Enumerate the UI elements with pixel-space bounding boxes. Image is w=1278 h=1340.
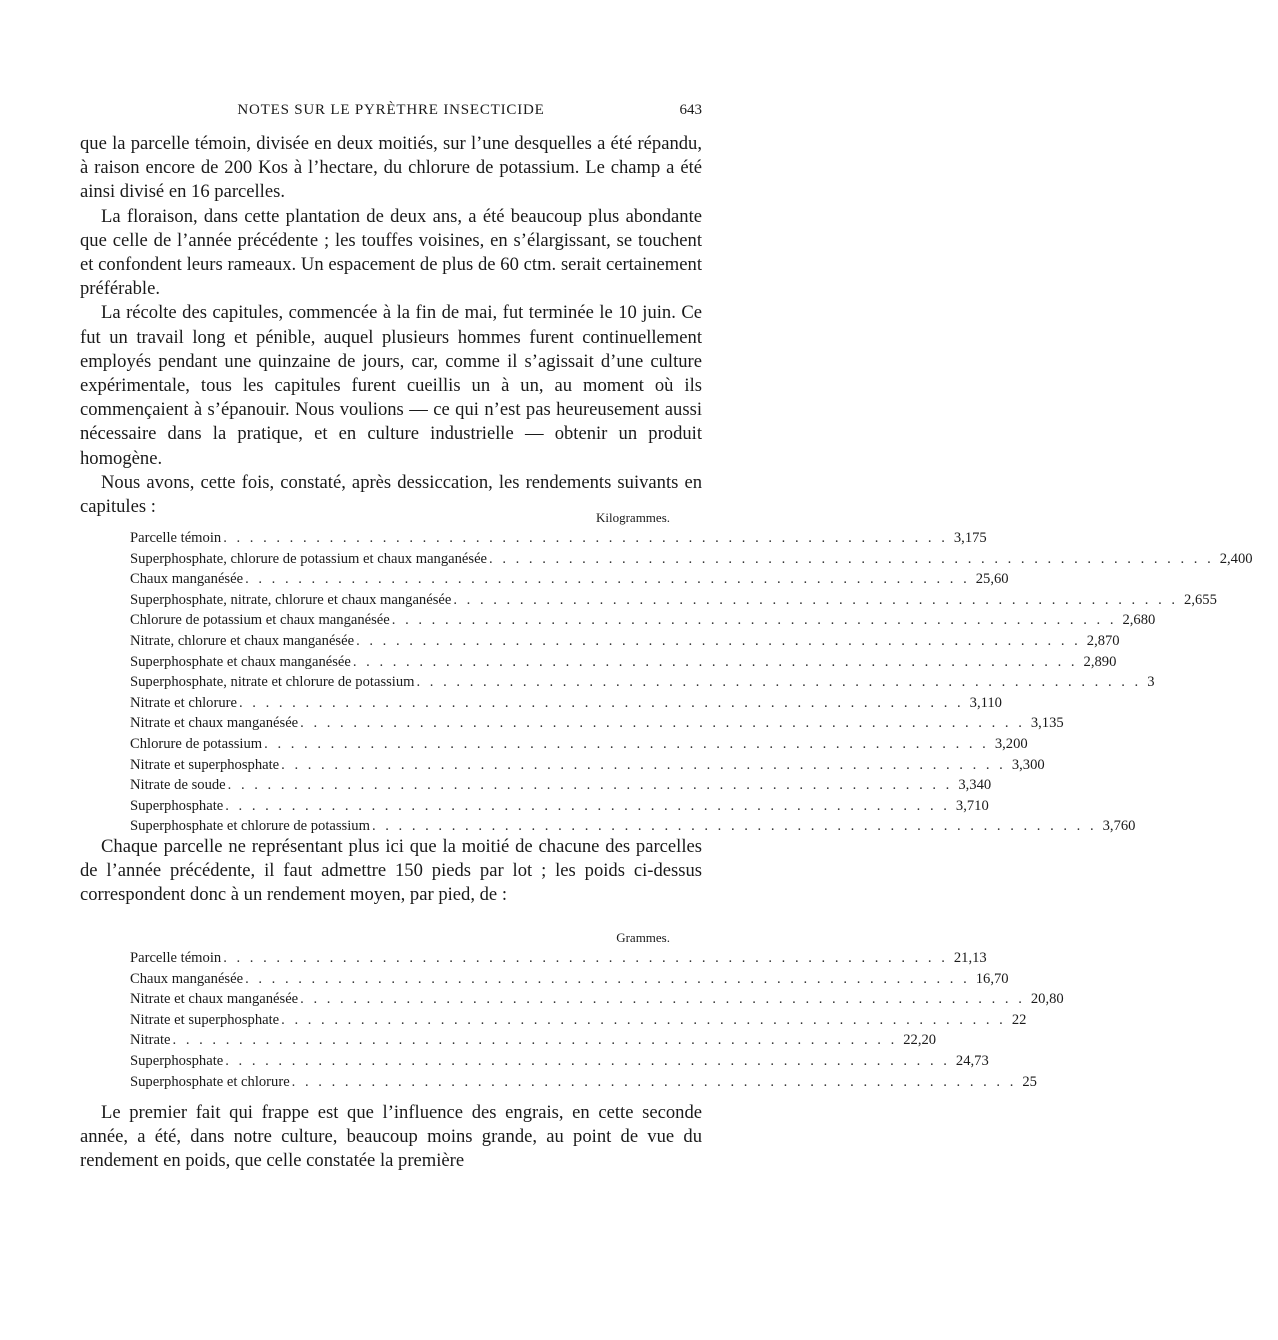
table-unit: Grammes. [616, 930, 670, 945]
dot-leader [415, 672, 1142, 693]
dot-leader [290, 1072, 1017, 1093]
table-row [130, 631, 1120, 652]
table-row [130, 734, 1028, 755]
row-label: Chlorure de potassium [130, 735, 263, 752]
dot-leader [243, 569, 970, 590]
dot-leader [262, 734, 989, 755]
row-label: Superphosphate et chlorure [130, 1073, 290, 1090]
row-label: Superphosphate, nitrate, chlorure et chaux manganésée [130, 591, 452, 608]
middle-text [80, 835, 702, 908]
dot-leader [221, 528, 948, 549]
row-value: 16,70 [975, 970, 1009, 987]
paragraph: que la parcelle témoin, divisée en deux moitiés, sur l’une desquelles a été répandu, à raison encore de 200 Kos à l’hectare, du chlorure de potassium. Le champ a été ainsi divisé en 16 parcelles. [80, 133, 702, 203]
table-row [130, 816, 1136, 837]
table-row [130, 1030, 937, 1051]
dot-leader [221, 948, 948, 969]
row-value: 25,60 [975, 571, 1009, 588]
table-row [130, 549, 1253, 570]
row-label: Superphosphate et chlorure de potassium [130, 818, 370, 835]
table-row [130, 1010, 1027, 1031]
dot-leader [223, 796, 950, 817]
row-label: Nitrate et chaux manganésée [130, 991, 299, 1008]
table-row [130, 989, 1064, 1010]
row-label: Nitrate et superphosphate [130, 756, 280, 773]
row-label: Superphosphate, nitrate et chlorure de potassium [130, 674, 415, 691]
dot-leader [279, 755, 1006, 776]
row-value: 2,890 [1083, 653, 1117, 670]
row-value: 2,680 [1122, 612, 1156, 629]
table-row [130, 796, 989, 817]
table-row [130, 1072, 1037, 1093]
row-value: 3,710 [955, 797, 989, 814]
dot-leader [370, 816, 1097, 837]
table-unit: Kilogrammes. [595, 510, 670, 525]
row-value: 3,300 [1011, 756, 1045, 773]
dot-leader [298, 713, 1025, 734]
row-label: Chlorure de potassium et chaux manganésée [130, 612, 390, 629]
row-label: Nitrate de soude [130, 777, 226, 794]
table-row [130, 528, 987, 549]
table-row [130, 693, 1002, 714]
row-label: Superphosphate [130, 1052, 224, 1069]
page-number: 643 [679, 102, 702, 118]
row-value: 2,870 [1086, 632, 1120, 649]
dot-leader [298, 989, 1025, 1010]
table-row [130, 969, 1009, 990]
row-value: 3,135 [1030, 715, 1064, 732]
dot-leader [451, 590, 1178, 611]
dot-leader [243, 969, 970, 990]
per-plant-table [130, 928, 1064, 1092]
paragraph: Chaque parcelle ne représentant plus ici que la moitié de chacune des parcelles de l’année précédente, il faut admettre 150 pieds par lot ; les poids ci-dessus correspondent donc à un rendement moyen, par pied, de : [80, 836, 702, 906]
row-value: 22 [1011, 1011, 1027, 1028]
yield-table [130, 508, 1253, 837]
table-row [130, 569, 1009, 590]
paragraph: Le premier fait qui frappe est que l’influence des engrais, en cette seconde année, a été, dans notre culture, beaucoup moins grande, au point de vue du rendement en poids, que celle constatée la première [80, 1102, 702, 1172]
table-row [130, 590, 1217, 611]
row-value: 24,73 [955, 1052, 989, 1069]
table-row [130, 713, 1064, 734]
table-row [130, 755, 1045, 776]
table-row [130, 610, 1156, 631]
table-row [130, 948, 987, 969]
dot-leader [223, 1051, 950, 1072]
row-value: 22,20 [903, 1032, 937, 1049]
closing-text [80, 1101, 702, 1174]
row-value: 25 [1022, 1073, 1037, 1090]
row-label: Nitrate [130, 1032, 171, 1049]
row-value: 3 [1147, 674, 1155, 691]
row-label: Superphosphate [130, 797, 224, 814]
row-label: Chaux manganésée [130, 970, 244, 987]
row-value: 3,175 [953, 530, 987, 546]
row-label: Superphosphate et chaux manganésée [130, 653, 351, 670]
dot-leader [237, 693, 964, 714]
row-label: Nitrate et chaux manganésée [130, 715, 299, 732]
row-value: 3,340 [958, 777, 992, 794]
row-value: 3,760 [1102, 818, 1136, 835]
paragraph: La récolte des capitules, commencée à la fin de mai, fut terminée le 10 juin. Ce fut un travail long et pénible, auquel plusieurs hommes furent continuellement employés pendant une quinzaine de jours, car, comme il s’agissait d’une culture expérimentale, tous les capitules furent cueillis un à un, au moment où ils commençaient à s’épanouir. Nous voulions — ce qui n’est pas heureusement aussi nécessaire dans la pratique, et en culture industrielle — obtenir un produit homogène. [80, 302, 702, 469]
dot-leader [390, 610, 1117, 631]
row-value: 20,80 [1030, 991, 1064, 1008]
page-header [80, 98, 702, 122]
row-label: Chaux manganésée [130, 571, 244, 588]
paragraph: La floraison, dans cette plantation de deux ans, a été beaucoup plus abondante que celle de l’année précédente ; les touffes voisines, en s’élargissant, se touchent et confondent leurs rameaux. Un espacement de plus de 60 ctm. serait certainement préférable. [80, 205, 702, 300]
row-value: 2,400 [1219, 550, 1253, 567]
table-row [130, 652, 1117, 673]
dot-leader [226, 775, 953, 796]
paragraph: Nous avons, cette fois, constaté, après dessiccation, les rendements suivants en capitules : [80, 471, 702, 518]
row-label: Parcelle témoin [130, 950, 222, 966]
dot-leader [351, 652, 1078, 673]
running-title: NOTES SUR LE PYRÈTHRE INSECTICIDE [237, 102, 545, 118]
row-label: Superphosphate, chlorure de potassium et chaux manganésée [130, 550, 488, 567]
row-value: 3,110 [969, 694, 1002, 711]
row-label: Parcelle témoin [130, 530, 222, 546]
table-row [130, 672, 1155, 693]
dot-leader [171, 1030, 898, 1051]
row-value: 21,13 [953, 950, 987, 966]
row-label: Nitrate et superphosphate [130, 1011, 280, 1028]
table-row [130, 1051, 989, 1072]
dot-leader [354, 631, 1081, 652]
dot-leader [487, 549, 1214, 570]
intro-text [80, 132, 702, 519]
dot-leader [279, 1010, 1006, 1031]
row-label: Nitrate et chlorure [130, 694, 237, 711]
row-label: Nitrate, chlorure et chaux manganésée [130, 632, 355, 649]
table-row [130, 775, 992, 796]
row-value: 3,200 [994, 735, 1028, 752]
row-value: 2,655 [1184, 591, 1217, 608]
